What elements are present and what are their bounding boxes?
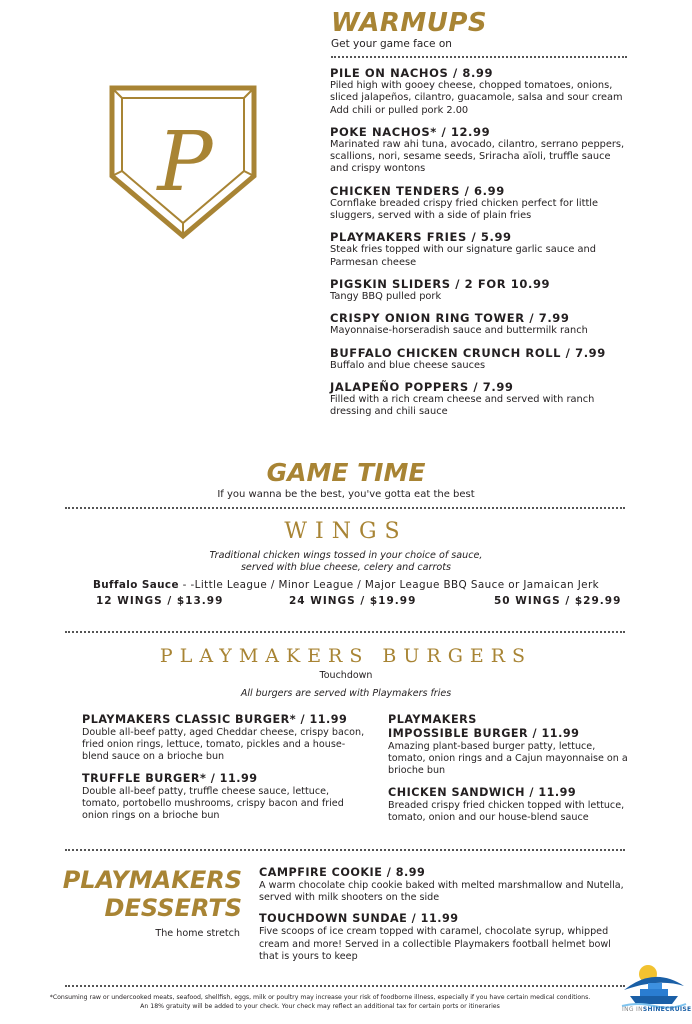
desserts-title-line: PLAYMAKERS bbox=[62, 866, 242, 894]
burgers-left-column bbox=[82, 713, 367, 830]
item-name: PLAYMAKERS FRIES / 5.99 bbox=[330, 230, 512, 245]
divider bbox=[65, 631, 625, 633]
item-name: PLAYMAKERS CLASSIC BURGER* / 11.99 bbox=[82, 713, 348, 726]
divider bbox=[65, 985, 625, 987]
item-description: Tangy BBQ pulled pork bbox=[330, 290, 442, 302]
item-name: CHICKEN SANDWICH / 11.99 bbox=[388, 785, 577, 799]
menu-item bbox=[82, 713, 367, 764]
item-description: Piled high with gooey cheese, chopped tomatoes, onions, sliced jalapeños, cilantro, guacamole, salsa and sour cream Add chili or pulled pork 2.00 bbox=[330, 80, 623, 116]
game-time-title: GAME TIME bbox=[266, 458, 426, 487]
wings-desc-line: served with blue cheese, celery and carrots bbox=[240, 562, 452, 573]
item-description: Filled with a rich cream cheese and served with ranch dressing and chili sauce bbox=[330, 393, 595, 418]
footer-line: An 18% gratuity will be added to your check. Your check may reflect an additional tax for certain ports or itineraries bbox=[140, 1002, 500, 1010]
desserts-list bbox=[259, 866, 629, 971]
divider bbox=[65, 849, 625, 851]
game-time-subtitle: If you wanna be the best, you've gotta eat the best bbox=[217, 489, 475, 500]
menu-item bbox=[330, 311, 630, 337]
warmups-list bbox=[330, 66, 630, 426]
warmups-subtitle: Get your game face on bbox=[331, 38, 452, 50]
burgers-right-column bbox=[388, 713, 633, 832]
wings-sizes bbox=[0, 594, 692, 608]
menu-item bbox=[330, 346, 630, 372]
item-description: Breaded crispy fried chicken topped with lettuce, tomato, onion and our house-blend sauce bbox=[388, 799, 625, 823]
menu-item bbox=[330, 66, 630, 117]
item-description: Mayonnaise-horseradish sauce and buttermilk ranch bbox=[330, 325, 588, 337]
item-name: POKE NACHOS* / 12.99 bbox=[330, 124, 491, 139]
item-name: JALAPEÑO POPPERS / 7.99 bbox=[330, 379, 514, 394]
item-description: Marinated raw ahi tuna, avocado, cilantro, serrano peppers, scallions, nori, sesame seeds, Sriracha aïoli, truffle sauce and crispy wontons bbox=[330, 138, 625, 175]
cruise-logo-prefix: ING IN bbox=[622, 1006, 643, 1013]
wings-description bbox=[0, 550, 692, 574]
cruise-logo-name: SHINECRUISE bbox=[642, 1006, 692, 1013]
item-name: CHICKEN TENDERS / 6.99 bbox=[330, 183, 505, 198]
item-name: BUFFALO CHICKEN CRUNCH ROLL / 7.99 bbox=[330, 345, 606, 360]
footer-line: *Consuming raw or undercooked meats, seafood, shellfish, eggs, milk or poultry may increase your risk of foodborne illness, especially if you have certain medical conditions. bbox=[49, 994, 591, 1001]
item-name: PIGSKIN SLIDERS / 2 FOR 10.99 bbox=[330, 276, 551, 291]
burgers-subtitle: Touchdown bbox=[319, 670, 373, 681]
menu-item bbox=[259, 912, 629, 963]
item-description: Amazing plant-based burger patty, lettuce, tomato, onion rings and a Cajun mayonnaise on a brioche bun bbox=[388, 741, 628, 777]
logo-letter: P bbox=[157, 115, 213, 210]
item-description: Steak fries topped with our signature garlic sauce and Parmesan cheese bbox=[330, 244, 596, 268]
wings-size: 12 WINGS / $13.99 bbox=[96, 595, 224, 607]
item-name: CRISPY ONION RING TOWER / 7.99 bbox=[330, 311, 570, 326]
menu-item bbox=[259, 866, 629, 904]
burgers-title: PLAYMAKERS BURGERS bbox=[159, 645, 533, 667]
menu-item bbox=[388, 786, 633, 824]
desserts-title-line: DESSERTS bbox=[104, 894, 242, 922]
menu-item bbox=[330, 380, 630, 419]
item-name: CAMPFIRE COOKIE / 8.99 bbox=[259, 866, 426, 879]
desserts-subtitle: The home stretch bbox=[155, 928, 240, 939]
wings-size: 50 WINGS / $29.99 bbox=[494, 595, 622, 607]
item-description: Double all-beef patty, truffle cheese sauce, lettuce, tomato, portobello mushrooms, crispy bacon and fried onion rings on a brioche bun bbox=[82, 785, 344, 822]
item-description: A warm chocolate chip cookie baked with melted marshmallow and Nutella, served with milk shooters on the side bbox=[259, 880, 624, 904]
burgers-note: All burgers are served with Playmakers fries bbox=[240, 688, 452, 699]
wings-desc-line: Traditional chicken wings tossed in your choice of sauce, bbox=[209, 550, 483, 561]
item-description: Double all-beef patty, aged Cheddar cheese, crispy bacon, fried onion rings, lettuce, tomato, pickles and a house-blend sauce on a brioche bun bbox=[82, 727, 365, 763]
menu-item bbox=[330, 230, 630, 269]
menu-item bbox=[330, 125, 630, 176]
wings-sauce-options bbox=[0, 579, 692, 592]
menu-item bbox=[330, 184, 630, 223]
wings-title: WINGS bbox=[284, 519, 408, 544]
divider bbox=[65, 507, 625, 509]
item-description: Cornflake breaded crispy fried chicken perfect for little sluggers, served with a side of plain fries bbox=[330, 197, 599, 222]
menu-item bbox=[330, 277, 630, 303]
item-description: Buffalo and blue cheese sauces bbox=[330, 359, 486, 371]
desserts-title bbox=[60, 866, 242, 922]
item-name: TRUFFLE BURGER* / 11.99 bbox=[82, 771, 258, 785]
item-description: Five scoops of ice cream topped with caramel, chocolate syrup, whipped cream and more! Served in a collectible Playmakers football helmet bowl that is yours to keep bbox=[259, 926, 611, 962]
item-name: PLAYMAKERS IMPOSSIBLE BURGER / 11.99 bbox=[388, 713, 580, 740]
sauce-list: - -Little League / Minor League / Major League BBQ Sauce or Jamaican Jerk bbox=[178, 579, 600, 591]
menu-item bbox=[82, 772, 367, 823]
sauce-label: Buffalo Sauce bbox=[92, 579, 179, 591]
item-name: TOUCHDOWN SUNDAE / 11.99 bbox=[259, 912, 459, 926]
menu-item bbox=[388, 713, 633, 778]
item-name: PILE ON NACHOS / 8.99 bbox=[330, 66, 494, 80]
divider bbox=[331, 56, 627, 58]
footer-disclaimer bbox=[40, 994, 600, 1011]
cruise-logo-text bbox=[622, 1006, 692, 1013]
warmups-title: WARMUPS bbox=[331, 8, 488, 38]
wings-size: 24 WINGS / $19.99 bbox=[289, 595, 417, 607]
playmakers-logo-icon bbox=[108, 80, 258, 240]
